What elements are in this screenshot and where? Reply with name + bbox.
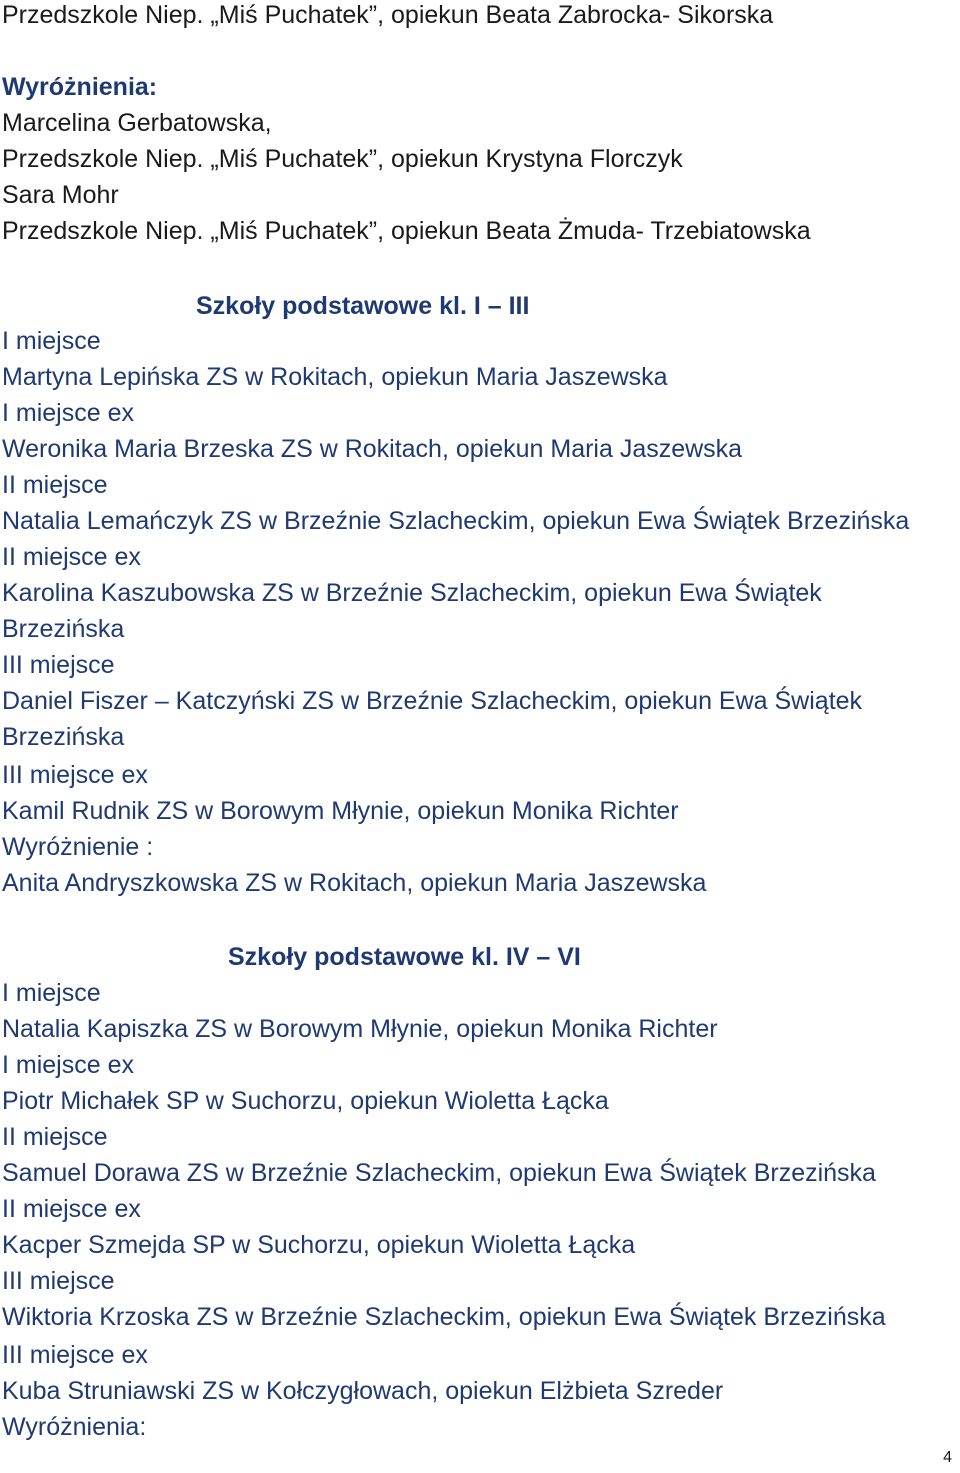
place-entry: Kacper Szmejda SP w Suchorzu, opiekun Wioletta Łącka <box>2 1231 636 1259</box>
place-label: II miejsce <box>2 1123 108 1151</box>
place-label: III miejsce ex <box>2 1341 148 1369</box>
place-entry: Wiktoria Krzoska ZS w Brzeźnie Szlacheckim, opiekun Ewa Świątek Brzezińska <box>2 1303 886 1331</box>
place-entry: Daniel Fiszer – Katczyński ZS w Brzeźnie Szlacheckim, opiekun Ewa Świątek <box>2 687 863 715</box>
place-label: III miejsce <box>2 1267 115 1295</box>
place-label: I miejsce <box>2 979 101 1007</box>
place-label: I miejsce ex <box>2 399 134 427</box>
place-entry: Kamil Rudnik ZS w Borowym Młynie, opiekun Monika Richter <box>2 797 679 825</box>
wyroznienia-label: Wyróżnienia: <box>2 73 158 101</box>
place-label: I miejsce ex <box>2 1051 134 1079</box>
place-label: III miejsce <box>2 651 115 679</box>
place-entry: Martyna Lepińska ZS w Rokitach, opiekun Maria Jaszewska <box>2 363 668 391</box>
place-entry: Anita Andryszkowska ZS w Rokitach, opiekun Maria Jaszewska <box>2 869 707 897</box>
place-label: II miejsce ex <box>2 543 141 571</box>
place-entry: Kuba Struniawski ZS w Kołczygłowach, opiekun Elżbieta Szreder <box>2 1377 724 1405</box>
place-label: II miejsce <box>2 471 108 499</box>
section-heading-kl-1-3: Szkoły podstawowe kl. I – III <box>196 292 530 320</box>
preschool-line-1: Przedszkole Niep. „Miś Puchatek”, opiekun Beata Zabrocka- Sikorska <box>2 1 774 29</box>
place-label: Wyróżnienia: <box>2 1413 147 1441</box>
preschool-line-3: Przedszkole Niep. „Miś Puchatek”, opiekun Krystyna Florczyk <box>2 145 683 173</box>
preschool-line-4: Sara Mohr <box>2 181 119 209</box>
section-heading-kl-4-6: Szkoły podstawowe kl. IV – VI <box>228 943 581 971</box>
place-label: II miejsce ex <box>2 1195 141 1223</box>
preschool-line-5: Przedszkole Niep. „Miś Puchatek”, opiekun Beata Żmuda- Trzebiatowska <box>2 217 811 245</box>
place-entry: Natalia Lemańczyk ZS w Brzeźnie Szlacheckim, opiekun Ewa Świątek Brzezińska <box>2 507 910 535</box>
place-label: III miejsce ex <box>2 761 148 789</box>
preschool-line-2: Marcelina Gerbatowska, <box>2 109 272 137</box>
place-label: I miejsce <box>2 327 101 355</box>
place-entry: Weronika Maria Brzeska ZS w Rokitach, opiekun Maria Jaszewska <box>2 435 743 463</box>
place-label: Wyróżnienie : <box>2 833 154 861</box>
page-number: 4 <box>943 1449 952 1466</box>
place-entry: Karolina Kaszubowska ZS w Brzeźnie Szlacheckim, opiekun Ewa Świątek <box>2 579 822 607</box>
place-entry: Natalia Kapiszka ZS w Borowym Młynie, opiekun Monika Richter <box>2 1015 718 1043</box>
place-entry-continuation: Brzezińska <box>2 615 125 643</box>
place-entry-continuation: Brzezińska <box>2 723 125 751</box>
place-entry: Samuel Dorawa ZS w Brzeźnie Szlacheckim, opiekun Ewa Świątek Brzezińska <box>2 1159 876 1187</box>
place-entry: Piotr Michałek SP w Suchorzu, opiekun Wioletta Łącka <box>2 1087 609 1115</box>
